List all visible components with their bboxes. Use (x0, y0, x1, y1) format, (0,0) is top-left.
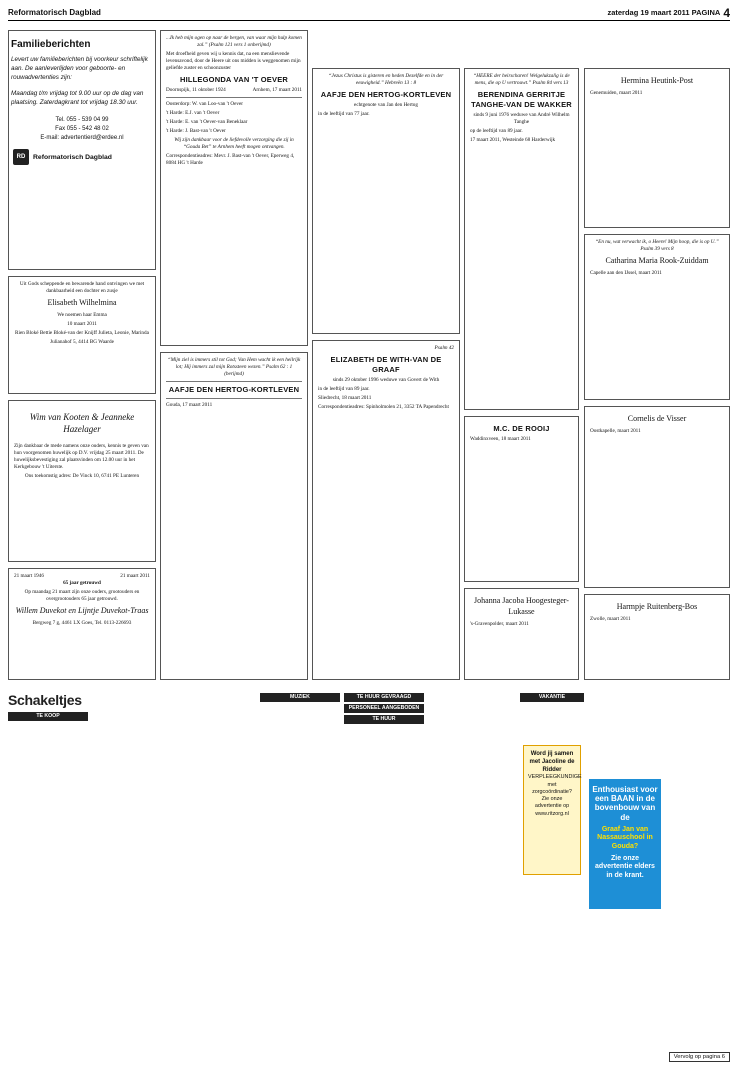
relative-1: Oosterdorp: W. van Loo-van 't Oever (166, 101, 243, 108)
deceased-name: Catharina Maria Rook-Zuiddam (605, 256, 709, 266)
deceased-name: AAFJE DEN HERTOG-KORTLEVEN (168, 385, 300, 395)
promo-line-2: Graaf Jan van Nassauschool in Gouda? (597, 825, 653, 850)
address: Julianahof 5, 4414 BG Waarde (50, 338, 114, 345)
phone-number: Tel. 055 - 539 04 99 (55, 117, 109, 124)
promo-line-3: Zie onze advertentie elders in de krant. (595, 854, 655, 879)
deceased-name: Harmpje Ruitenberg-Bos (616, 602, 698, 611)
section-te-huur-gevraagd: TE HUUR GEVRAAGD (344, 693, 424, 702)
notice-date: Genemuiden, maart 2011 (590, 89, 643, 96)
notice-hoogesteger (464, 588, 579, 680)
birth-place-date: Doornspijk, 11 oktober 1924 (166, 87, 226, 94)
ad-text: VERPLEEGKUNDIGE met zorgcoördinatie? Zie onze advertentie op www.ritzorg.nl (528, 774, 582, 817)
classified-col-4 (260, 691, 340, 1063)
death-notice-de-with (312, 340, 460, 680)
classified-col-1 (8, 691, 88, 1063)
birth-announcement (8, 276, 156, 394)
notice-date: 17 maart 2011, Westeinde 68 Harderwijk (470, 137, 556, 144)
correspondence-address: Correspondentieadres: Spinholmolen 21, 3352 TA Papendrecht (318, 404, 449, 411)
notice-date: Capelle aan den IJssel, maart 2011 (590, 269, 662, 276)
section-personeel: PERSONEEL AANGEBODEN (344, 704, 424, 713)
newspaper-brand: Reformatorisch Dagblad (8, 8, 101, 17)
classified-col-6 (428, 691, 516, 1063)
ad-graaf-jan-school[interactable] (589, 779, 661, 909)
closing-text: Wij zijn dankbaar voor de liefdevolle verzorging die zij in “Gouda Bet” te Arnhem heeft mogen ontvangen. (174, 137, 294, 151)
age-line: in de leeftijd van 77 jaar. (318, 111, 370, 118)
rd-logo-icon: RD (13, 149, 29, 165)
death-place-date: Arnhem, 17 maart 2011 (252, 87, 302, 94)
anniversary-text: Op maandag 21 maart zijn onze ouders, grootouders en overgrootouders 65 jaar getrouwd. (24, 589, 140, 603)
notice-rook (584, 234, 730, 400)
rd-logo (13, 149, 155, 165)
death-notice-den-hertog (160, 352, 308, 680)
section-te-koop: TE KOOP (8, 712, 88, 721)
familieberichten-intro (8, 30, 156, 270)
relative-2: 't Harde: E.J. van 't Oever (166, 110, 220, 117)
notice-ruitenberg (584, 594, 730, 680)
deceased-name: ELIZABETH DE WITH-VAN DE GRAAF (330, 355, 442, 375)
deceased-name: AAFJE DEN HERTOG-KORTLEVEN (320, 90, 452, 100)
deadline-text: Maandag t/m vrijdag tot 9.00 uur op de dag van plaatsing. Zaterdagkrant tot vrijdag 18.30 uur. (11, 90, 144, 107)
notice-verse: “Mijn ziel is immers stil tot God; Van Hem wacht ik een heilrijk lot; Hij immers zal mijn Rotssteen wezen.” Psalm 62 : 1 (berijmd) (167, 357, 301, 378)
ad-verpleegkundige[interactable] (523, 745, 581, 875)
classified-title: Schakeltjes (8, 692, 82, 708)
deceased-name: BERENDINA GERRITJE TANGHE-VAN DE WAKKER (471, 90, 572, 110)
announcement-text: Uit Gods scheppende en bewarende hand ontvingen we met dankbaarheid een dochter en zusje (19, 281, 145, 295)
anniversary-date-end: 21 maart 2011 (120, 573, 150, 579)
deceased-name: Cornelis de Visser (627, 414, 687, 423)
email-address: E-mail: advertentierd@erdee.nl (40, 135, 124, 142)
deceased-name: Johanna Jacoba Hoogesteger-Lukasse (474, 596, 569, 616)
intro-text: Levert uw familieberichten bij voorkeur schriftelijk aan. De aanleverlijden voor geboorte- en rouwadvertenties zijn: (11, 56, 148, 81)
anniversary-address: Bergweg 7 g, 4461 LX Goes, Tel. 0113-226693 (32, 619, 132, 626)
notice-date: Waddinxveen, 18 maart 2011 (470, 436, 531, 443)
section-te-huur: TE HUUR (344, 715, 424, 724)
page-header (8, 5, 730, 21)
anniversary-title: 65 jaar getrouwd (63, 580, 101, 587)
issue-date: zaterdag 19 maart 2011 PAGINA (607, 8, 721, 17)
notice-verse: “HEERE der heirscharen! Welgelukzalig is de mens, die op U vertrouwt.” Psalm 84 vers 13 (473, 73, 570, 87)
child-name: Elisabeth Wilhelmina (47, 298, 117, 308)
couple-names: Wim van Kooten & Jeanneke Hazelager (29, 412, 135, 435)
anniversary-date-start: 21 maart 1946 (14, 573, 44, 579)
age-line: in de leeftijd van 89 jaar. (318, 386, 370, 393)
page-number: 4 (723, 5, 730, 20)
notice-heutink (584, 68, 730, 228)
notice-date: Zwolle, maart 2011 (590, 615, 631, 622)
classified-col-5 (344, 691, 424, 1063)
ad-title: Word jij samen met Jacoline de Ridder (529, 751, 575, 774)
call-name: We noemen haar Emma (57, 311, 107, 318)
classified-col-3 (176, 691, 256, 1063)
classified-col-2 (92, 691, 172, 1063)
anniversary-announcement (8, 568, 156, 680)
deceased-name: HILLEGONDA VAN 'T OEVER (179, 75, 289, 85)
anniversary-names: Willem Duvekot en Lijntje Duvekot-Traas (15, 606, 149, 616)
relative-4: 't Harde: J. Bast-van 't Oever (166, 128, 226, 135)
notice-date: Gouda, 17 maart 2011 (166, 402, 213, 409)
notice-intro: Met droefheid geven wij u kennis dat, na een menslievende levensavond, door de Heere uit ons midden is weggenomen mijn geliefde zuster en schoonzuster (166, 51, 301, 72)
wedding-text: Zijn dankbaar de mede namens onze ouders, kennis te geven van hun voorgenomen huwelijk op D.V. vrijdag 25 maart 2011. De huwelijksbevestiging zal plaatsvinden om 12.00 uur in het Kerkgebouw 't Uiterste. (14, 443, 149, 471)
death-notice-tanghe (464, 68, 579, 410)
classified-col-8 (665, 691, 730, 1063)
deceased-name: Hermina Heutink-Post (620, 76, 694, 85)
notice-date: 's-Gravenpolder, maart 2011 (470, 620, 529, 627)
section-muziek: MUZIEK (260, 693, 340, 702)
section-title: Familieberichten (11, 39, 91, 50)
widow-line: sinds 9 juni 1976 weduwe van André Wilhelm Tanghe (473, 112, 570, 126)
correspondence-address: Correspondentieadres: Mevr. J. Bast-van 't Oever, Eperweg 4, 8084 HG 't Harde (166, 153, 295, 167)
notice-de-visser (584, 406, 730, 588)
notice-date: Sliedrecht, 18 maart 2011 (318, 395, 372, 402)
wedding-announcement (8, 400, 156, 562)
section-vakantie: VAKANTIE (520, 693, 584, 702)
age-line: op de leeftijd van 89 jaar. (470, 128, 523, 135)
widow-line: sinds 29 oktober 1996 weduwe van Govert de With (332, 377, 440, 384)
rd-logo-text: Reformatorisch Dagblad (33, 153, 112, 161)
relative-3: 't Harde: E. van 't Oever-van Beneklaar (166, 119, 248, 126)
continued-on-page[interactable]: Vervolg op pagina 6 (669, 1052, 730, 1062)
future-address: Ons toekomstig adres: De Vinck 10, 6741 PE Lunteren (24, 473, 140, 480)
deceased-name: M.C. DE ROOIJ (493, 424, 550, 433)
promo-line-1: Enthousiast voor een BAAN in de bovenbouw van de (592, 785, 658, 822)
notice-verse: ...Ik heb mijn ogen op naar de bergen, van waar mijn hulp komen zal.” (Psalm 121 vers 1 onberijmd) (166, 35, 302, 49)
death-notice-kortleven (312, 68, 460, 334)
birth-date: 10 maart 2011 (67, 320, 97, 327)
spouse-line: echtgenote van Jan den Hertog (354, 102, 418, 109)
parents: Rien Bloké Bettie Bloké-van der Knijff Julieta, Leonie, Marinda (15, 329, 149, 336)
fax-number: Fax 055 - 542 48 02 (55, 126, 109, 133)
notice-date: Oostkapelle, maart 2011 (590, 427, 641, 434)
contact-block (9, 116, 155, 143)
notice-de-rooij (464, 416, 579, 582)
notice-verse: Psalm 42 (434, 345, 454, 351)
notice-verse: “En nu, wat verwacht ik, o Heere! Mijn hoop, die is op U.” Psalm 39 vers 8 (595, 239, 719, 253)
notice-verse: “Jezus Christus is gisteren en heden Dezelfde en in der eeuwigheid.” Hebreën 13 : 8 (328, 73, 444, 87)
death-notice-van-t-oever (160, 30, 308, 346)
